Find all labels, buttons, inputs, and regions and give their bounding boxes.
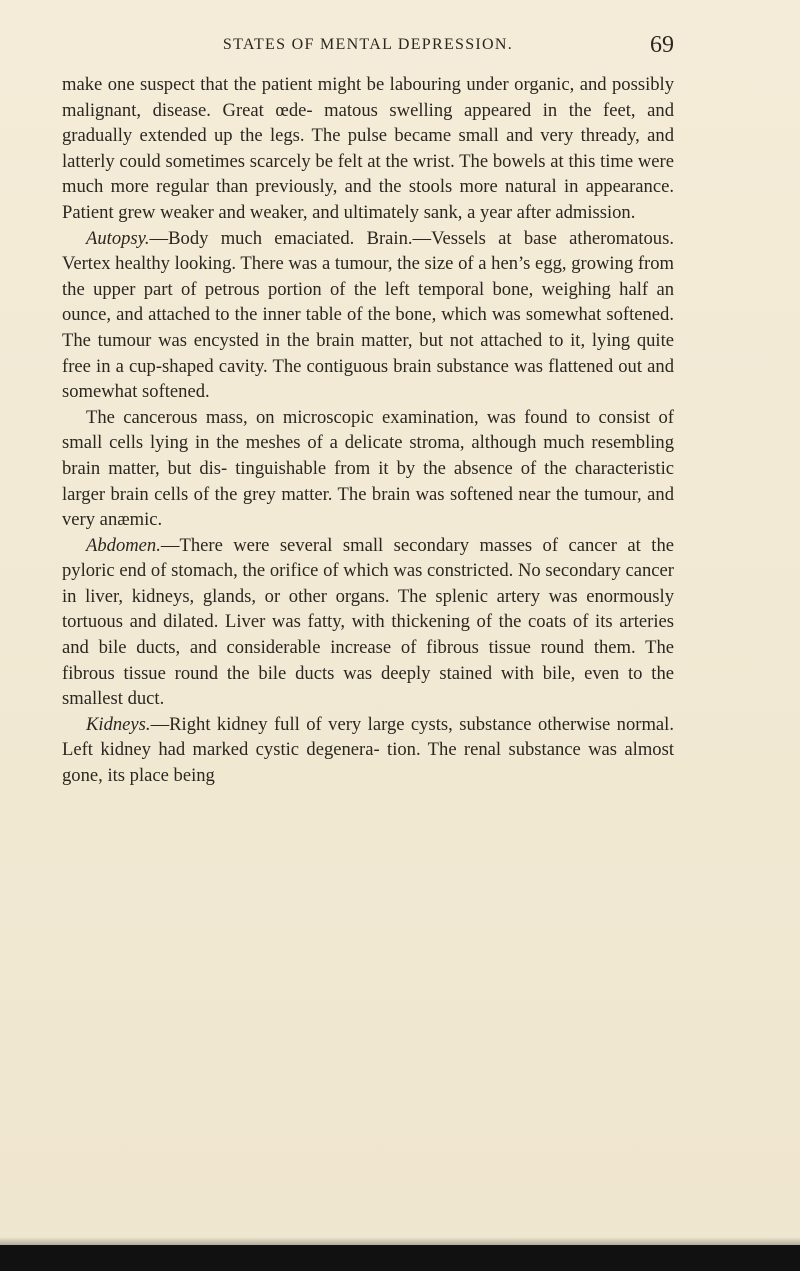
paragraph-text: —There were several small secondary masses of cancer at the pyloric end of stomach, the orifice of which was constricted. No secondary cancer in liver, kidneys, glands, or other organs. The splenic artery was enormously tortuous and dilated. Liver was fatty, with thickening of the coats of its arteries and bile ducts, and considerable increase of fibrous tissue round them. The fibrous tissue round the bile ducts was deeply stained with bile, even to the smallest duct. xyxy=(62,534,674,710)
running-title: STATES OF MENTAL DEPRESSION. xyxy=(222,36,514,53)
body-text xyxy=(62,72,674,789)
paragraph-text: make one suspect that the patient might be labouring under organic, and possibly malignant, disease. Great œde- matous swelling appeared in the feet, and gradually extended up the legs. The pulse became small and very thready, and latterly could sometimes scarcely be felt at the wrist. The bowels at this time were much more regular than previously, and the stools more natural in appearance. Patient grew weaker and weaker, and ultimately sank, a year after admission. xyxy=(62,74,674,223)
paragraph-clinical-course xyxy=(62,72,674,226)
section-heading-kidneys: Kidneys. xyxy=(86,713,151,735)
paragraph-kidneys xyxy=(62,712,674,789)
paragraph-text: —Body much emaciated. Brain.—Vessels at base atheromatous. Vertex healthy looking. There was a tumour, the size of a hen’s egg, growing from the upper part of petrous portion of the left temporal bone, weighing half an ounce, and attached to the inner table of the bone, which was somewhat softened. The tumour was encysted in the brain matter, but not attached to it, lying quite free in a cup-shaped cavity. The contiguous brain substance was flattened out and somewhat softened. xyxy=(62,227,674,403)
page-number: 69 xyxy=(650,32,674,58)
paragraph-autopsy xyxy=(62,226,674,405)
scan-edge-shadow xyxy=(0,1245,800,1271)
paragraph-abdomen xyxy=(62,533,674,712)
running-header xyxy=(62,30,674,58)
paragraph-text: —Right kidney full of very large cysts, substance otherwise normal. Left kidney had marked cystic degenera- tion. The renal substance was almost gone, its place being xyxy=(62,713,674,787)
section-heading-autopsy: Autopsy. xyxy=(86,227,150,249)
section-heading-abdomen: Abdomen. xyxy=(86,534,161,556)
paragraph-microscopy xyxy=(62,405,674,533)
paragraph-text: The cancerous mass, on microscopic examination, was found to consist of small cells lying in the meshes of a delicate stroma, although much resembling brain matter, but dis- tinguishable from it by the absence of the characteristic larger brain cells of the grey matter. The brain was softened near the tumour, and very anæmic. xyxy=(62,406,674,531)
